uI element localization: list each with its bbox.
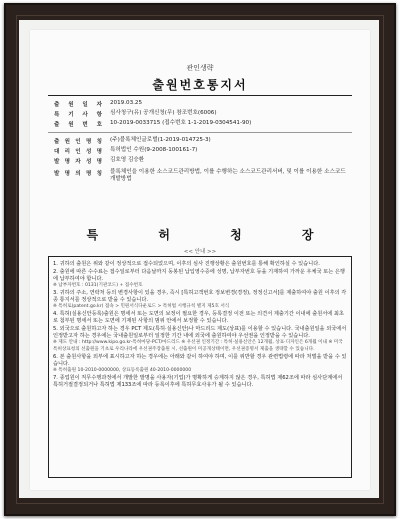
notice-box: [48, 256, 352, 478]
info-label: 대 리 인 성 명: [54, 149, 102, 155]
notice-text: 5. 외국으로 출원하고자 하는 경우 PCT 제도(특허·실용신안)나 마드리드 제도(상표)를 이용할 수 있습니다. 국내출원일을 외국에서 인정받고자 하는 경우에는 국내출원일로부터 일정한 기간 내에 외국에 출원하여야 우선권을 인정받을 수 있습니다.: [53, 326, 347, 340]
info-value: 심사청구(유) 공개신청(무) 참조번호(6006): [110, 110, 217, 116]
issuer-title: 특 허 청 장: [86, 228, 342, 242]
notice-text: 4. 특허(실용신안등록)출원은 명세서 또는 도면의 보정이 필요한 경우, 등록결정 이전 또는 의견서 제출기간 이내에 출원서에 최초로 첨부된 명세서 또는 도면에 기재된 사항의 범위 안에서 보정할 수 있습니다.: [53, 311, 344, 325]
notice-item: [53, 261, 347, 268]
title-divider: [48, 95, 352, 96]
notice-item: [53, 326, 347, 352]
info-label: 발 명 자 성 명: [54, 159, 102, 165]
notice-note: ※ 납부자번호 : 0131(기관코드) + 접수번호: [53, 283, 143, 288]
notice-text: 7. 종업원이 직무수행과정에서 개발한 발명을 사용자(기업)가 명확하게 승계하지 않은 경우, 특허법 제62조에 따라 심사단계에서 특허거절결정되거나 특허법 제133조에 따라 등록이후에 특허무효사유가 될 수 있습니다.: [53, 375, 343, 389]
info-value: 김호영 김승환: [110, 157, 145, 163]
notice-text: 2. 출원에 따른 수수료는 접수일로부터 다음날까지 동봉된 납입영수증에 성명, 납부자번호 등을 기재하여 가까운 우체국 또는 은행에 납부하여야 합니다.: [53, 269, 345, 282]
notice-note: ※ 제도 안내 : http://www.kipo.go.kr-특허마당-PCT/마드리드 ※ 우선권 인정기간 : 특허·실용신안은 12개월, 상표·디자인은 6개월 이내 ※ 미국특허상표청의 선출원을 기초로 우리나라에 우선권주장출원 시, 선출원이 미공개상태이면, 우선권증명서 제출을 생략할 수 있습니다.: [53, 340, 343, 352]
document-title: 출원번호통지서: [152, 78, 248, 92]
info-label: 특 기 사 항: [54, 112, 102, 118]
info-value: 10-2019-0033715 (접수번호 1-1-2019-0304541-90): [110, 120, 252, 126]
certificate-paper: [30, 30, 370, 490]
guide-heading: << 안내 >>: [183, 249, 217, 255]
info-value: (주)블록체인글로벌(1-2019-014725-3): [110, 137, 211, 143]
info-label: 출 원 일 자: [54, 102, 102, 108]
notice-note: ※ 특허출원 10-2010-0000000, 상표등록출원 40-2010-0000000: [53, 367, 192, 373]
notice-item: [53, 290, 347, 310]
document-subtitle: 관인생략: [186, 64, 214, 72]
info-value: 특허법인 수원(9-2008-100161-7): [110, 147, 198, 153]
notice-item: [53, 375, 347, 389]
info-value: 블록체인을 이용한 소스코드관리방법, 이를 수행하는 소스코드관리서버, 및 이를 이용한 소스코드개발방법: [110, 169, 346, 182]
notice-text: 6. 본 출원사항을 외부에 표시하고자 하는 경우에는 아래와 같이 하여야 하며, 이를 위반할 경우 관련법령에 따라 처벌을 받을 수 있습니다.: [53, 353, 347, 367]
notice-item: [53, 311, 347, 325]
notice-text: 3. 귀하의 주소, 연락처 등의 변경사항이 있을 경우, 즉시 [특허고객번호 정보변경(경정), 정정신고서]를 제출하여야 출원 이후의 각종 통지서를 정상적으로 받을 수 있습니다.: [53, 290, 347, 304]
info-value: 2019.03.25: [110, 100, 143, 106]
notice-text: 1. 귀하의 출원은 위와 같이 정상적으로 접수되었으며, 이후의 심사 진행상황은 출원번호를 통해 확인하실 수 있습니다.: [53, 261, 320, 267]
notice-note: ※ 특허로(patent.go.kr) 접속 > 민원서식다운로드 > 특허법 시행규칙 별지 제5호 서식: [53, 304, 230, 310]
info-label: 출 원 인 명 칭: [54, 139, 102, 145]
info-label: 발 명 의 명 칭: [54, 171, 102, 177]
section-divider: [48, 132, 352, 133]
notice-item: [53, 269, 347, 289]
notice-item: [53, 354, 347, 374]
info-label: 출 원 번 호: [54, 122, 102, 128]
